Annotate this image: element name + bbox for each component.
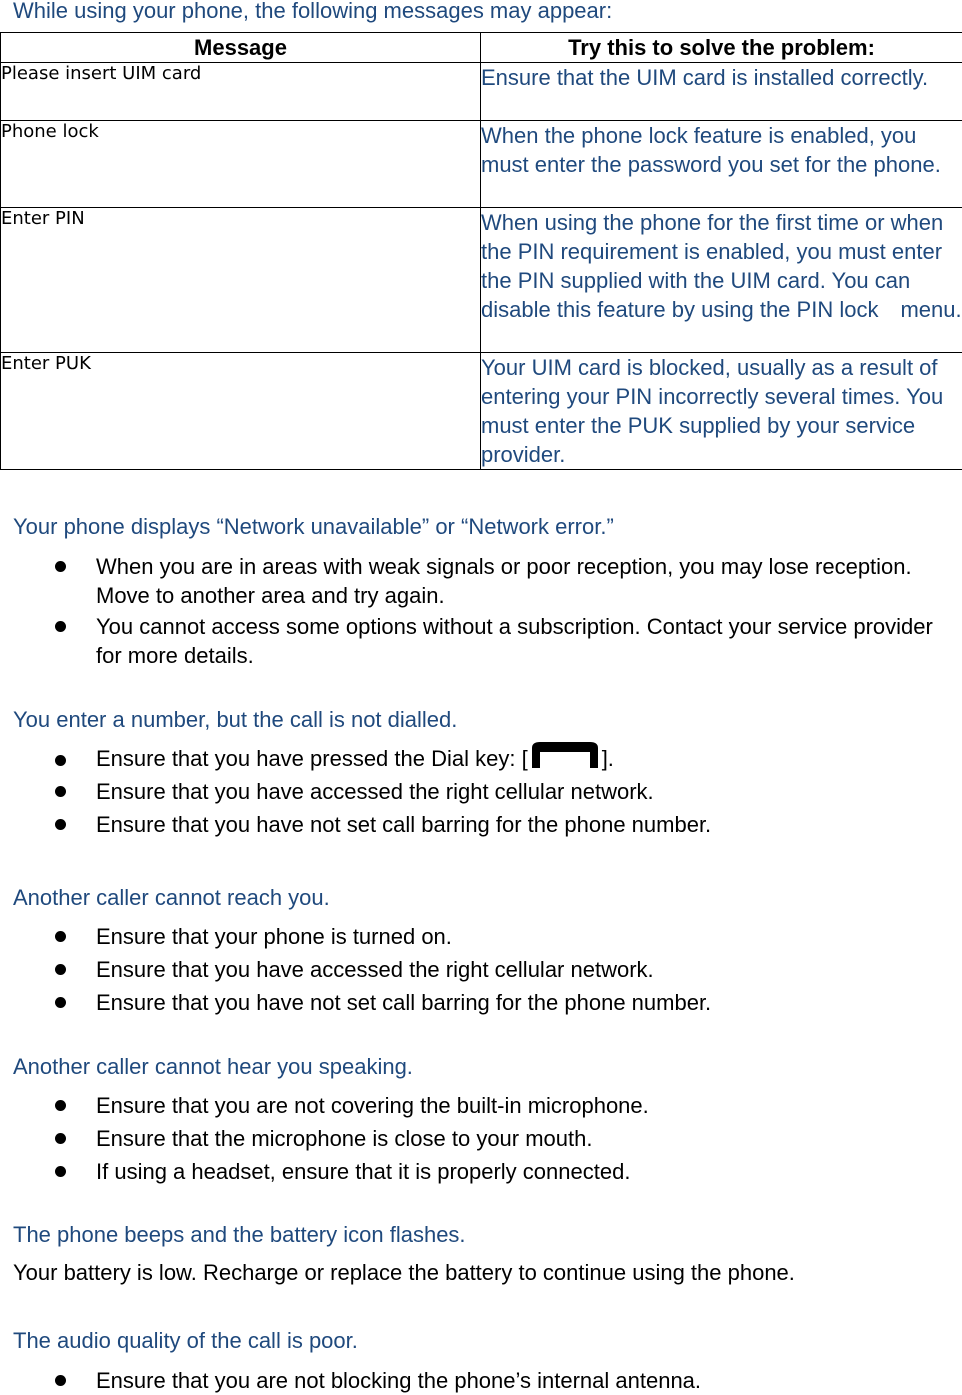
column-header-message: Message	[1, 33, 481, 63]
list-item	[0, 777, 962, 806]
table-row	[1, 208, 962, 353]
cannot-reach-bullet-list	[0, 922, 962, 1017]
table-header-row	[1, 33, 962, 63]
list-item	[0, 988, 962, 1017]
network-heading: Your phone displays “Network unavailable” or “Network error.”	[13, 514, 614, 540]
not-dialled-heading: You enter a number, but the call is not dialled.	[13, 707, 457, 733]
audio-bullet-list	[0, 1366, 962, 1395]
bullet-icon	[55, 786, 66, 797]
bullet-icon	[55, 1166, 66, 1177]
column-header-solution: Try this to solve the problem:	[481, 33, 962, 63]
list-item	[0, 1157, 962, 1186]
table-row	[1, 63, 962, 121]
solution-cell: When using the phone for the first time or when the PIN requirement is enabled, you must enter the PIN supplied with the UIM card. You can disable this feature by using the PIN lock menu.	[481, 208, 962, 353]
bullet-icon	[55, 964, 66, 975]
bullet-text: You cannot access some options without a subscription. Contact your service provider for more details.	[96, 614, 933, 668]
list-item	[0, 737, 962, 769]
bullet-text: Ensure that you have accessed the right cellular network.	[96, 957, 654, 982]
intro-text: While using your phone, the following messages may appear:	[13, 0, 612, 24]
bullet-icon	[55, 1133, 66, 1144]
bullet-text: If using a headset, ensure that it is properly connected.	[96, 1159, 630, 1184]
bullet-text: Ensure that you are not blocking the phone’s internal antenna.	[96, 1368, 701, 1393]
not-dialled-bullet-list	[0, 745, 962, 839]
bullet-icon	[55, 755, 66, 766]
message-cell: Enter PIN	[1, 208, 481, 353]
solution-cell: When the phone lock feature is enabled, you must enter the password you set for the phone.	[481, 121, 962, 208]
audio-heading: The audio quality of the call is poor.	[13, 1328, 358, 1354]
list-item	[0, 922, 962, 951]
dial-key-icon	[528, 740, 602, 770]
bullet-text: Ensure that you have not set call barring for the phone number.	[96, 990, 711, 1015]
cannot-hear-bullet-list	[0, 1091, 962, 1186]
table-row	[1, 121, 962, 208]
bullet-icon	[55, 997, 66, 1008]
list-item	[0, 1124, 962, 1153]
bullet-icon	[55, 561, 66, 572]
list-item	[0, 955, 962, 984]
message-cell: Phone lock	[1, 121, 481, 208]
bullet-icon	[55, 621, 66, 632]
bullet-icon	[55, 819, 66, 830]
list-item	[0, 552, 962, 610]
list-item	[0, 810, 962, 839]
bullet-icon	[55, 931, 66, 942]
list-item	[0, 1366, 962, 1395]
cannot-reach-heading: Another caller cannot reach you.	[13, 885, 330, 911]
bullet-text: Ensure that you have accessed the right cellular network.	[96, 779, 654, 804]
bullet-icon	[55, 1375, 66, 1386]
cannot-hear-heading: Another caller cannot hear you speaking.	[13, 1054, 413, 1080]
bullet-text: Ensure that you have not set call barring for the phone number.	[96, 812, 711, 837]
list-item	[0, 612, 962, 670]
solution-cell: Your UIM card is blocked, usually as a result of entering your PIN incorrectly several times. You must enter the PUK supplied by your service provider.	[481, 353, 962, 470]
troubleshooting-table	[0, 32, 962, 470]
bullet-text: Ensure that the microphone is close to your mouth.	[96, 1126, 592, 1151]
solution-cell: Ensure that the UIM card is installed correctly.	[481, 63, 962, 121]
message-cell: Please insert UIM card	[1, 63, 481, 121]
network-bullet-list	[0, 552, 962, 670]
dial-prefix-text: Ensure that you have pressed the Dial key: [	[96, 746, 528, 771]
bullet-text: When you are in areas with weak signals or poor reception, you may lose reception. Move to another area and try again.	[96, 554, 912, 608]
table-row	[1, 353, 962, 470]
bullet-text: Ensure that you are not covering the built-in microphone.	[96, 1093, 649, 1118]
bullet-icon	[55, 1100, 66, 1111]
battery-text: Your battery is low. Recharge or replace the battery to continue using the phone.	[13, 1260, 795, 1286]
list-item	[0, 1091, 962, 1120]
battery-heading: The phone beeps and the battery icon flashes.	[13, 1222, 466, 1248]
message-cell: Enter PUK	[1, 353, 481, 470]
dial-suffix-text: ].	[602, 746, 614, 771]
bullet-text: Ensure that your phone is turned on.	[96, 924, 452, 949]
